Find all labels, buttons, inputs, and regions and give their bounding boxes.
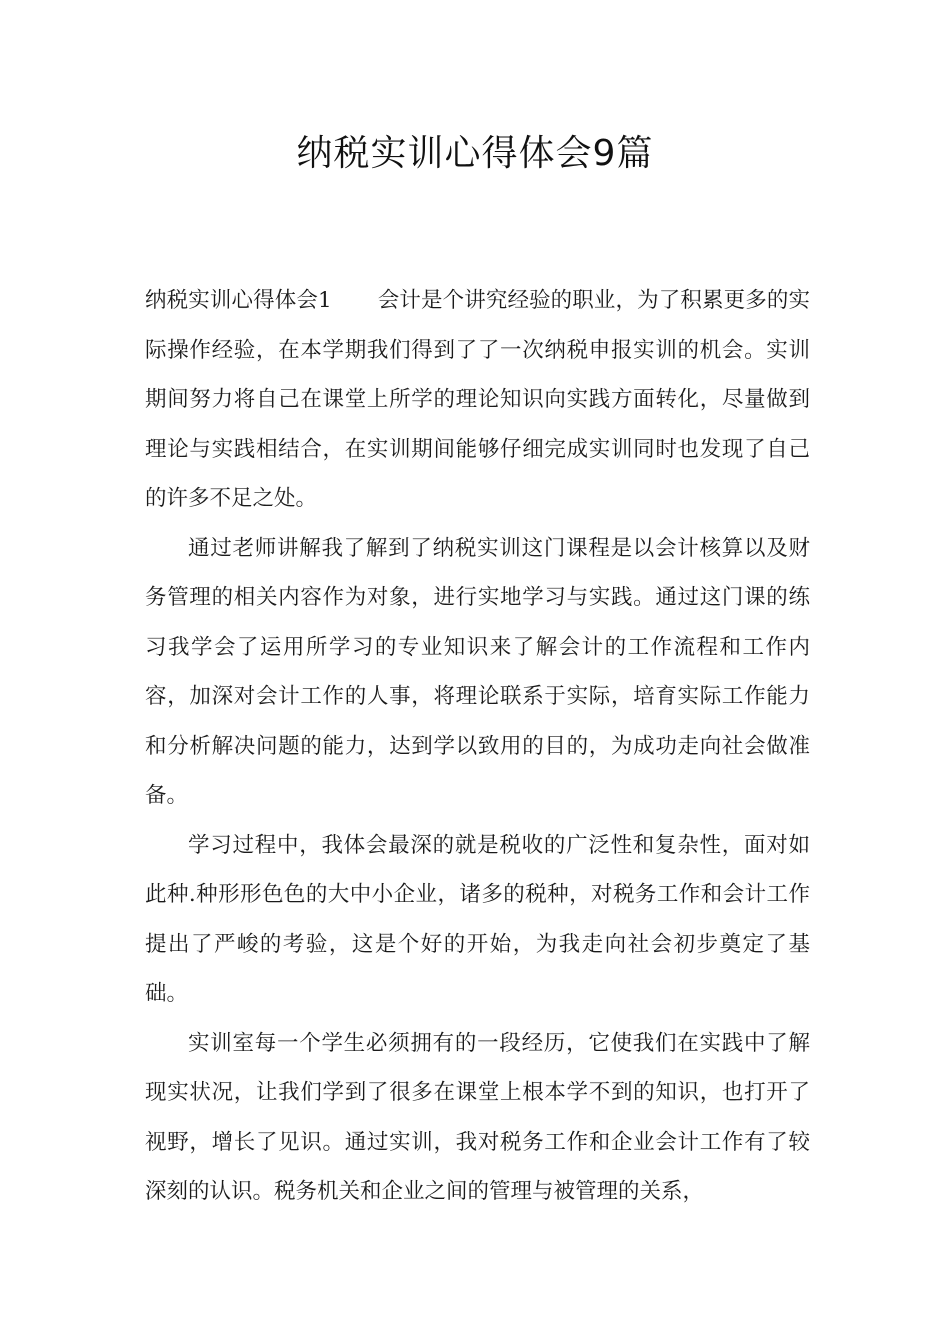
paragraph-4: 实训室每一个学生必须拥有的一段经历，它使我们在实践中了解现实状况，让我们学到了很多在课堂上根本学不到的知识，也打开了视野，增长了见识。通过实训，我对税务工作和企业会计工作有了较深刻的认识。税务机关和企业之间的管理与被管理的关系， (145, 1030, 810, 1204)
document-body (145, 276, 810, 1217)
paragraph-1 (145, 276, 810, 524)
section-heading: 纳税实训心得体会1 (145, 288, 332, 313)
document-title: 纳税实训心得体会9篇 (296, 133, 654, 174)
paragraph-2: 通过老师讲解我了解到了纳税实训这门课程是以会计核算以及财务管理的相关内容作为对象，进行实地学习与实践。通过这门课的练习我学会了运用所学习的专业知识来了解会计的工作流程和工作内容，加深对会计工作的人事，将理论联系于实际，培育实际工作能力和分析解决问题的能力，达到学以致用的目的，为成功走向社会做准备。 (145, 535, 810, 808)
paragraph-3: 学习过程中，我体会最深的就是税收的广泛性和复杂性，面对如此种.种形形色色的大中小企业，诸多的税种，对税务工作和会计工作提出了严峻的考验，这是个好的开始，为我走向社会初步奠定了基础。 (145, 832, 810, 1006)
paragraph-1-text: 会计是个讲究经验的职业，为了积累更多的实际操作经验，在本学期我们得到了了一次纳税申报实训的机会。实训期间努力将自己在课堂上所学的理论知识向实践方面转化，尽量做到理论与实践相结合，在实训期间能够仔细完成实训同时也发现了自己的许多不足之处。 (145, 288, 810, 511)
